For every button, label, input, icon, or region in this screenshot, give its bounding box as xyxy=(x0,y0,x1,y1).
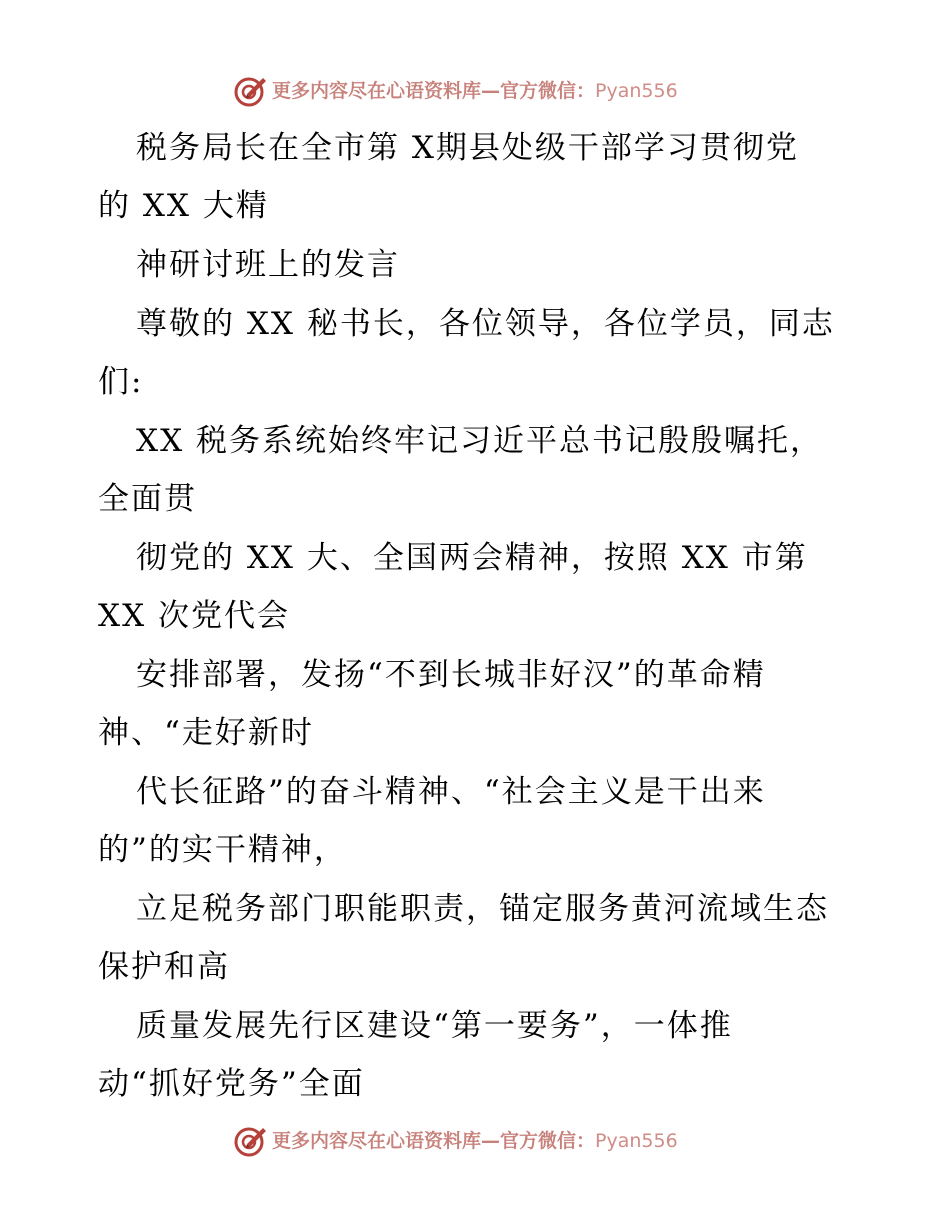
text-line-3: 神研讨班上的发言 xyxy=(136,247,400,283)
header-watermark xyxy=(0,70,950,110)
watermark-text xyxy=(272,76,678,103)
watermark-text xyxy=(272,1126,678,1153)
watermark-label: 更多内容尽在心语资料库—官方微信： xyxy=(272,1130,596,1152)
text-line-14: 立足税务部门职能职责，锚定服务黄河流域生态 xyxy=(136,891,829,927)
footer-watermark xyxy=(0,1120,950,1160)
text-line-10: 安排部署，发扬“不到长城非好汉”的革命精 xyxy=(136,657,766,693)
text-line-8: 彻党的 XX 大、全国两会精神，按照 XX 市第 xyxy=(136,540,808,576)
pen-logo-icon xyxy=(233,74,267,108)
text-line-15: 保护和高 xyxy=(98,949,230,985)
text-line-16: 质量发展先行区建设“第一要务”，一体推 xyxy=(136,1008,733,1044)
watermark-label: 更多内容尽在心语资料库—官方微信： xyxy=(272,80,596,102)
text-line-6: XX 税务系统始终牢记习近平总书记殷殷嘱托， xyxy=(136,423,823,459)
watermark-handle: Pyan556 xyxy=(595,1130,678,1152)
text-line-17: 动“抓好党务”全面 xyxy=(98,1066,365,1102)
text-line-5: 们: xyxy=(98,364,144,400)
text-line-11: 神、“走好新时 xyxy=(98,715,314,751)
pen-logo-icon xyxy=(233,1124,267,1158)
text-line-9: XX 次党代会 xyxy=(98,598,290,634)
text-line-1: 税务局长在全市第 X期县处级干部学习贯彻党 xyxy=(136,130,799,166)
watermark-handle: Pyan556 xyxy=(595,80,678,102)
text-line-4: 尊敬的 XX 秘书长，各位领导，各位学员，同志 xyxy=(136,306,835,342)
text-line-7: 全面贯 xyxy=(98,481,197,517)
text-line-2: 的 XX 大精 xyxy=(98,188,269,224)
text-line-13: 的”的实干精神， xyxy=(98,832,347,868)
text-line-12: 代长征路”的奋斗精神、“社会主义是干出来 xyxy=(136,774,766,810)
